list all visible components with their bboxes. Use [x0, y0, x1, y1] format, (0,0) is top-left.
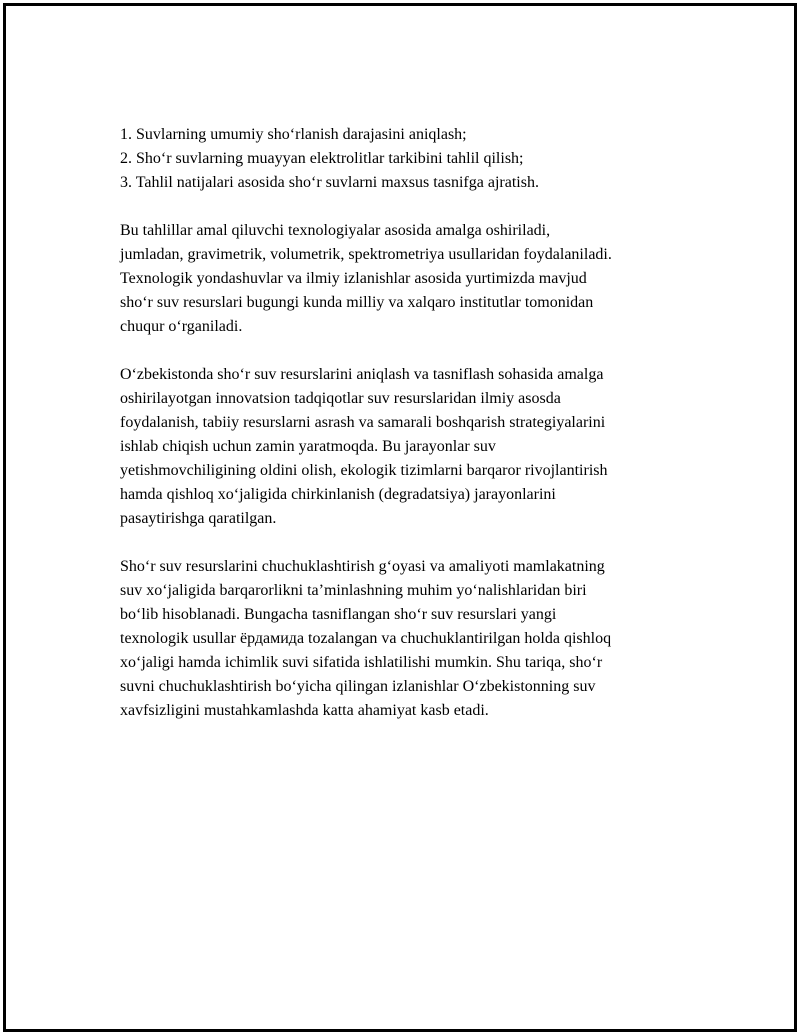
paragraph-line: suvni chuchuklashtirish bo‘yicha qilingan izlanishlar O‘zbekistonning suv — [120, 678, 596, 695]
paragraph-line: Texnologik yondashuvlar va ilmiy izlanishlar asosida yurtimizda mavjud — [120, 270, 587, 287]
paragraph-line: jumladan, gravimetrik, volumetrik, spektrometriya usullaridan foydalaniladi. — [120, 246, 612, 263]
paragraph-line: pasaytirishga qaratilgan. — [120, 510, 277, 527]
list-item: 1. Suvlarning umumiy sho‘rlanish darajasini aniqlash; — [120, 126, 467, 143]
paragraph-line: hamda qishloq xo‘jaligida chirkinlanish (degradatsiya) jarayonlarini — [120, 486, 556, 503]
paragraph-line: foydalanish, tabiiy resurslarni asrash va samarali boshqarish strategiyalarini — [120, 414, 606, 431]
paragraph-line: O‘zbekistonda sho‘r suv resurslarini aniqlash va tasniflash sohasida amalga — [120, 366, 604, 383]
paragraph-line: yetishmovchiligining oldini olish, ekologik tizimlarni barqaror rivojlantirish — [120, 462, 608, 479]
paragraph-line: bo‘lib hisoblanadi. Bungacha tasniflangan sho‘r suv resurslari yangi — [120, 606, 557, 623]
paragraph-line: Bu tahlillar amal qiluvchi texnologiyalar asosida amalga oshiriladi, — [120, 222, 551, 239]
paragraph-line: xavfsizligini mustahkamlashda katta ahamiyat kasb etadi. — [120, 702, 489, 719]
paragraph-line: texnologik usullar ёрдамида tozalangan va chuchuklantirilgan holda qishloq — [120, 630, 612, 647]
paragraph-line: suv xo‘jaligida barqarorlikni ta’minlashning muhim yo‘nalishlaridan biri — [120, 582, 587, 599]
paragraph-desalination — [120, 555, 700, 723]
list-item: 3. Tahlil natijalari asosida sho‘r suvlarni maxsus tasnifga ajratish. — [120, 174, 539, 191]
paragraph-line: ishlab chiqish uchun zamin yaratmoqda. Bu jarayonlar suv — [120, 438, 496, 455]
document-body — [120, 123, 700, 723]
paragraph-line: chuqur o‘rganiladi. — [120, 318, 243, 335]
paragraph-line: Sho‘r suv resurslarini chuchuklashtirish g‘oyasi va amaliyoti mamlakatning — [120, 558, 605, 575]
paragraph-research-uzbekistan — [120, 363, 700, 531]
list-item: 2. Sho‘r suvlarning muayyan elektrolitlar tarkibini tahlil qilish; — [120, 150, 524, 167]
paragraph-line: oshirilayotgan innovatsion tadqiqotlar suv resurslaridan ilmiy asosda — [120, 390, 561, 407]
paragraph-line: sho‘r suv resurslari bugungi kunda milliy va xalqaro institutlar tomonidan — [120, 294, 594, 311]
page-frame — [3, 3, 797, 1032]
paragraph-line: xo‘jaligi hamda ichimlik suvi sifatida ishlatilishi mumkin. Shu tariqa, sho‘r — [120, 654, 603, 671]
paragraph-analysis-methods — [120, 219, 700, 339]
numbered-list — [120, 123, 700, 195]
